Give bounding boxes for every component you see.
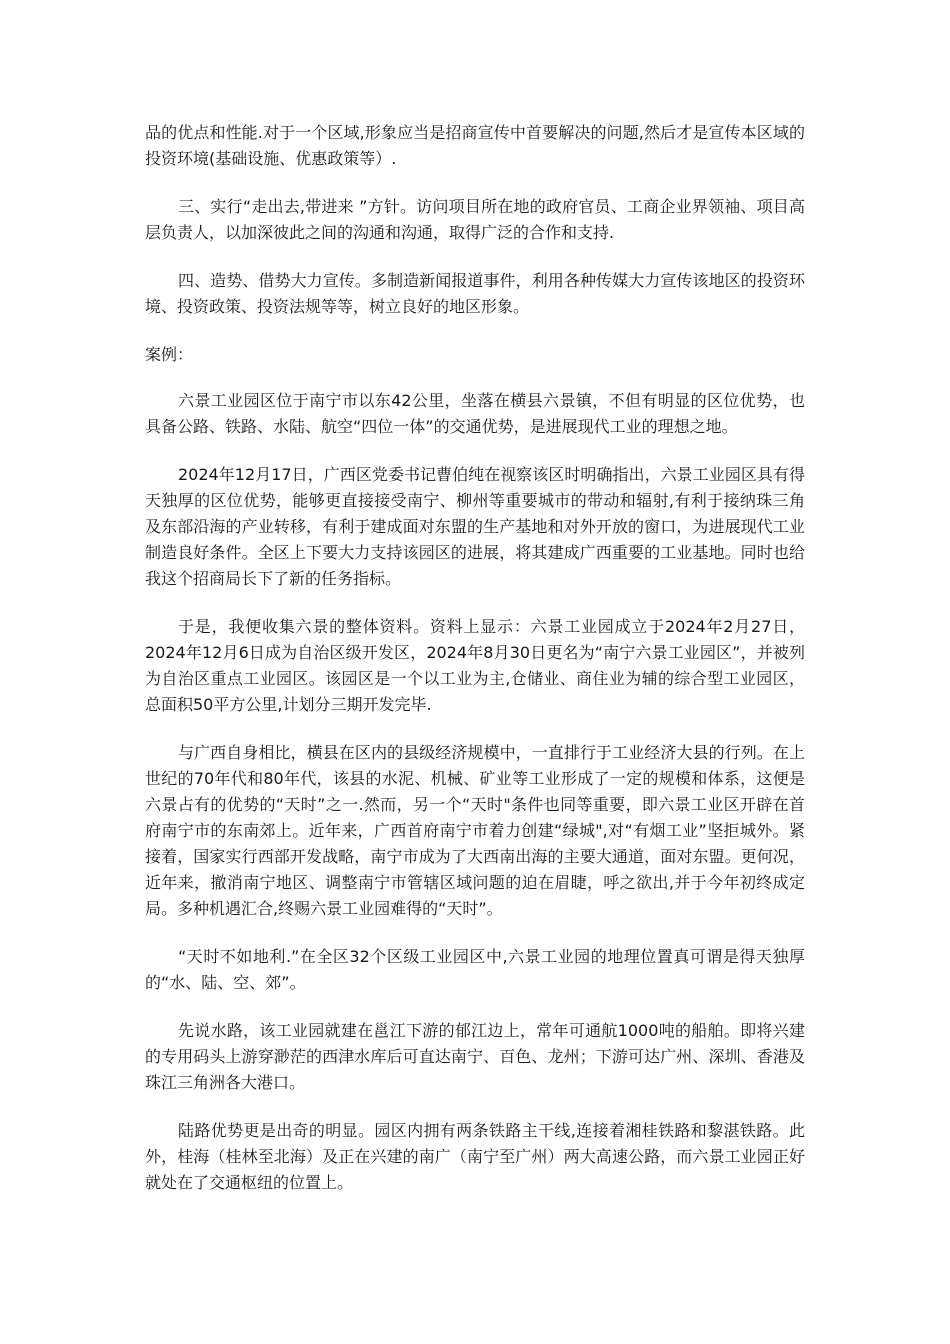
case-label: 案例： bbox=[145, 345, 194, 364]
paragraph-case-timing: 与广西自身相比，横县在区内的县级经济规模中，一直排行于工业经济大县的行列。在上世纪的70年代和80年代，该县的水泥、机械、矿业等工业形成了一定的规模和体系，这便是六景占有的优势的“天时”之一.然而，另一个“天时"条件也同等重要，即六景工业区开辟在首府南宁市的东南郊上。近年来，广西首府南宁市着力创建“绿城",对“有烟工业”坚拒城外。紧接着，国家实行西部开发战略，南宁市成为了大西南出海的主要大通道，面对东盟。更何况，近年来，撤消南宁地区、调整南宁市管辖区域问题的迫在眉睫，呼之欲出,并于今年初终成定局。多种机遇汇合,终赐六景工业园难得的“天时”。 bbox=[145, 743, 805, 918]
paragraph-strategy-three: 三、实行“走出去,带进来 ”方针。访问项目所在地的政府官员、工商企业界领袖、项目高层负责人，以加深彼此之间的沟通和沟通，取得广泛的合作和支持. bbox=[145, 197, 805, 242]
paragraph-strategy-four: 四、造势、借势大力宣传。多制造新闻报道事件，利用各种传媒大力宣传该地区的投资环境、投资政策、投资法规等等，树立良好的地区形象。 bbox=[145, 271, 805, 316]
paragraph-case-location: 六景工业园区位于南宁市以东42公里，坐落在横县六景镇，不但有明显的区位优势，也具备公路、铁路、水陆、航空“四位一体”的交通优势，是进展现代工业的理想之地。 bbox=[145, 391, 805, 436]
paragraph-case-visit: 2024年12月17日，广西区党委书记曹伯纯在视察该区时明确指出，六景工业园区具有得天独厚的区位优势，能够更直接接受南宁、柳州等重要城市的带动和辐射,有利于接纳珠三角及东部沿海的产业转移，有利于建成面对东盟的生产基地和对外开放的窗口，为进展现代工业制造良好条件。全区上下要大力支持该园区的进展，将其建成广西重要的工业基地。同时也给我这个招商局长下了新的任务指标。 bbox=[145, 465, 805, 588]
document-body bbox=[145, 120, 805, 1218]
paragraph-case-materials: 于是，我便收集六景的整体资料。资料上显示：六景工业园成立于2024年2月27日，2024年12月6日成为自治区级开发区，2024年8月30日更名为“南宁六景工业园区”，并被列为自治区重点工业园区。该园区是一个以工业为主,仓储业、商住业为辅的综合型工业园区，总面积50平方公里,计划分三期开发完毕. bbox=[145, 617, 805, 714]
paragraph-case-geography: “天时不如地利.”在全区32个区级工业园区中,六景工业园的地理位置真可谓是得天独厚的“水、陆、空、郊”。 bbox=[145, 947, 805, 992]
paragraph-case-landroute: 陆路优势更是出奇的明显。园区内拥有两条铁路主干线,连接着湘桂铁路和黎湛铁路。此外，桂海（桂林至北海）及正在兴建的南广（南宁至广州）两大高速公路，而六景工业园正好就处在了交通枢纽的位置上。 bbox=[145, 1121, 805, 1192]
paragraph-case-waterway: 先说水路，该工业园就建在邕江下游的郁江边上，常年可通航1000吨的船舶。即将兴建的专用码头上游穿渺茫的西津水库后可直达南宁、百色、龙州；下游可达广州、深圳、香港及珠江三角洲各大港口。 bbox=[145, 1021, 805, 1092]
paragraph-continuation: 品的优点和性能.对于一个区域,形象应当是招商宣传中首要解决的问题,然后才是宣传本区域的投资环境(基础设施、优惠政策等）. bbox=[145, 123, 805, 168]
